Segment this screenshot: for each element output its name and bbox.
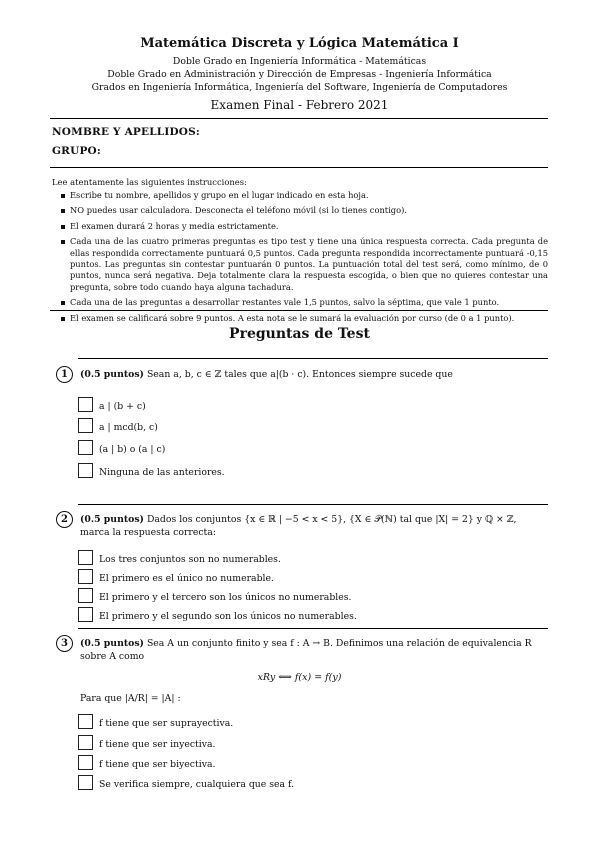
option-label: f tiene que ser suprayectiva. xyxy=(99,718,234,729)
option-label: (a | b) o (a | c) xyxy=(99,444,166,455)
question-statement: Sean a, b, c ∈ ℤ tales que a|(b · c). Entonces siempre sucede que xyxy=(146,369,453,380)
degree-line-1: Doble Grado en Ingeniería Informática - Matemáticas xyxy=(172,56,427,67)
degree-line-3: Grados en Ingeniería Informática, Ingeniería del Software, Ingeniería de Computadores xyxy=(91,82,508,93)
option-label: Se verifica siempre, cualquiera que sea f. xyxy=(99,779,295,790)
question-statement: Sea A un conjunto finito y sea f : A → B. Definimos una relación de equivalencia R sobre A como xyxy=(80,638,532,662)
question-points: (0.5 puntos) xyxy=(80,514,144,525)
question-2-divider xyxy=(78,504,548,505)
option-label: a | mcd(b, c) xyxy=(99,422,158,433)
question-number-badge: 3 xyxy=(56,635,73,652)
instruction-item: Cada una de las preguntas a desarrollar restantes vale 1,5 puntos, salvo la séptima, que vale 1 punto. xyxy=(70,297,548,308)
question-1-option-b[interactable] xyxy=(78,418,158,432)
instruction-item: Cada una de las cuatro primeras preguntas es tipo test y tiene una única respuesta correcta. Cada pregunta de ellas respondida correctamente puntuará 0,5 puntos. Cada pregunta respondida incorrectamente puntuará -0,15 puntos. Las preguntas sin contestar puntuarán 0 puntos. La puntuación total del test será, como mínimo, de 0 puntos, nunca será negativa. Deja totalmente clara la respuesta escogida, o bien que no quieres contestar una pregunta, sobre todo cuando haya alguna tachadura. xyxy=(70,236,548,292)
option-label: a | (b + c) xyxy=(99,401,146,412)
option-label: El primero y el segundo son los únicos no numerables. xyxy=(99,611,357,622)
question-3-prompt: Para que |A/R| = |A| : xyxy=(80,693,181,704)
question-3-divider xyxy=(78,628,548,629)
question-statement: Dados los conjuntos {x ∈ ℝ | −5 < x < 5}, {X ∈ 𝒫(ℕ) tal que |X| = 2} y ℚ × ℤ, marca la respuesta correcta: xyxy=(80,514,517,538)
question-number-badge: 1 xyxy=(56,366,73,383)
fields-divider xyxy=(50,167,548,168)
question-3-text xyxy=(80,637,548,663)
instruction-item: El examen se calificará sobre 9 puntos. A esta nota se le sumará la evaluación por curso (de 0 a 1 punto). xyxy=(70,313,548,324)
question-2-option-a[interactable] xyxy=(78,550,281,564)
checkbox[interactable] xyxy=(78,588,93,603)
checkbox[interactable] xyxy=(78,463,93,478)
question-3-option-c[interactable] xyxy=(78,755,215,769)
group-field-label: GRUPO: xyxy=(52,145,101,157)
instructions-intro: Lee atentamente las siguientes instrucciones: xyxy=(52,177,247,187)
option-label: f tiene que ser biyectiva. xyxy=(99,759,216,770)
question-3-option-a[interactable] xyxy=(78,714,233,728)
exam-title: Examen Final - Febrero 2021 xyxy=(210,98,389,112)
checkbox[interactable] xyxy=(78,775,93,790)
section-title: Preguntas de Test xyxy=(229,326,370,342)
checkbox[interactable] xyxy=(78,397,93,412)
question-3-option-b[interactable] xyxy=(78,735,216,749)
instructions-list xyxy=(70,190,548,328)
question-1-divider xyxy=(78,358,548,359)
option-label: El primero es el único no numerable. xyxy=(99,573,274,584)
question-points: (0.5 puntos) xyxy=(80,369,144,380)
instructions-divider xyxy=(50,310,548,311)
course-title: Matemática Discreta y Lógica Matemática I xyxy=(140,36,459,51)
equivalence-formula: xRy ⟺ f(x) = f(y) xyxy=(257,672,342,683)
question-1-text xyxy=(80,368,548,381)
instruction-item: NO puedes usar calculadora. Desconecta el teléfono móvil (si lo tienes contigo). xyxy=(70,205,548,216)
question-2-option-d[interactable] xyxy=(78,607,357,621)
checkbox[interactable] xyxy=(78,550,93,565)
question-1-option-a[interactable] xyxy=(78,397,146,411)
question-2-option-b[interactable] xyxy=(78,569,274,583)
question-1-option-c[interactable] xyxy=(78,440,165,454)
degree-line-2: Doble Grado en Administración y Dirección de Empresas - Ingeniería Informática xyxy=(107,69,492,80)
name-field-label: NOMBRE Y APELLIDOS: xyxy=(52,126,201,138)
question-number-badge: 2 xyxy=(56,511,73,528)
checkbox[interactable] xyxy=(78,440,93,455)
question-2-text xyxy=(80,513,548,539)
checkbox[interactable] xyxy=(78,714,93,729)
instruction-item: El examen durará 2 horas y media estrictamente. xyxy=(70,221,548,232)
option-label: f tiene que ser inyectiva. xyxy=(99,739,216,750)
checkbox[interactable] xyxy=(78,735,93,750)
question-3-option-d[interactable] xyxy=(78,775,294,789)
checkbox[interactable] xyxy=(78,755,93,770)
instruction-item: Escribe tu nombre, apellidos y grupo en el lugar indicado en esta hoja. xyxy=(70,190,548,201)
option-label: Los tres conjuntos son no numerables. xyxy=(99,554,281,565)
question-2-option-c[interactable] xyxy=(78,588,351,602)
question-1-option-d[interactable] xyxy=(78,463,225,477)
checkbox[interactable] xyxy=(78,607,93,622)
checkbox[interactable] xyxy=(78,569,93,584)
option-label: El primero y el tercero son los únicos no numerables. xyxy=(99,592,352,603)
option-label: Ninguna de las anteriores. xyxy=(99,467,225,478)
checkbox[interactable] xyxy=(78,418,93,433)
question-points: (0.5 puntos) xyxy=(80,638,144,649)
header-divider xyxy=(50,118,548,119)
